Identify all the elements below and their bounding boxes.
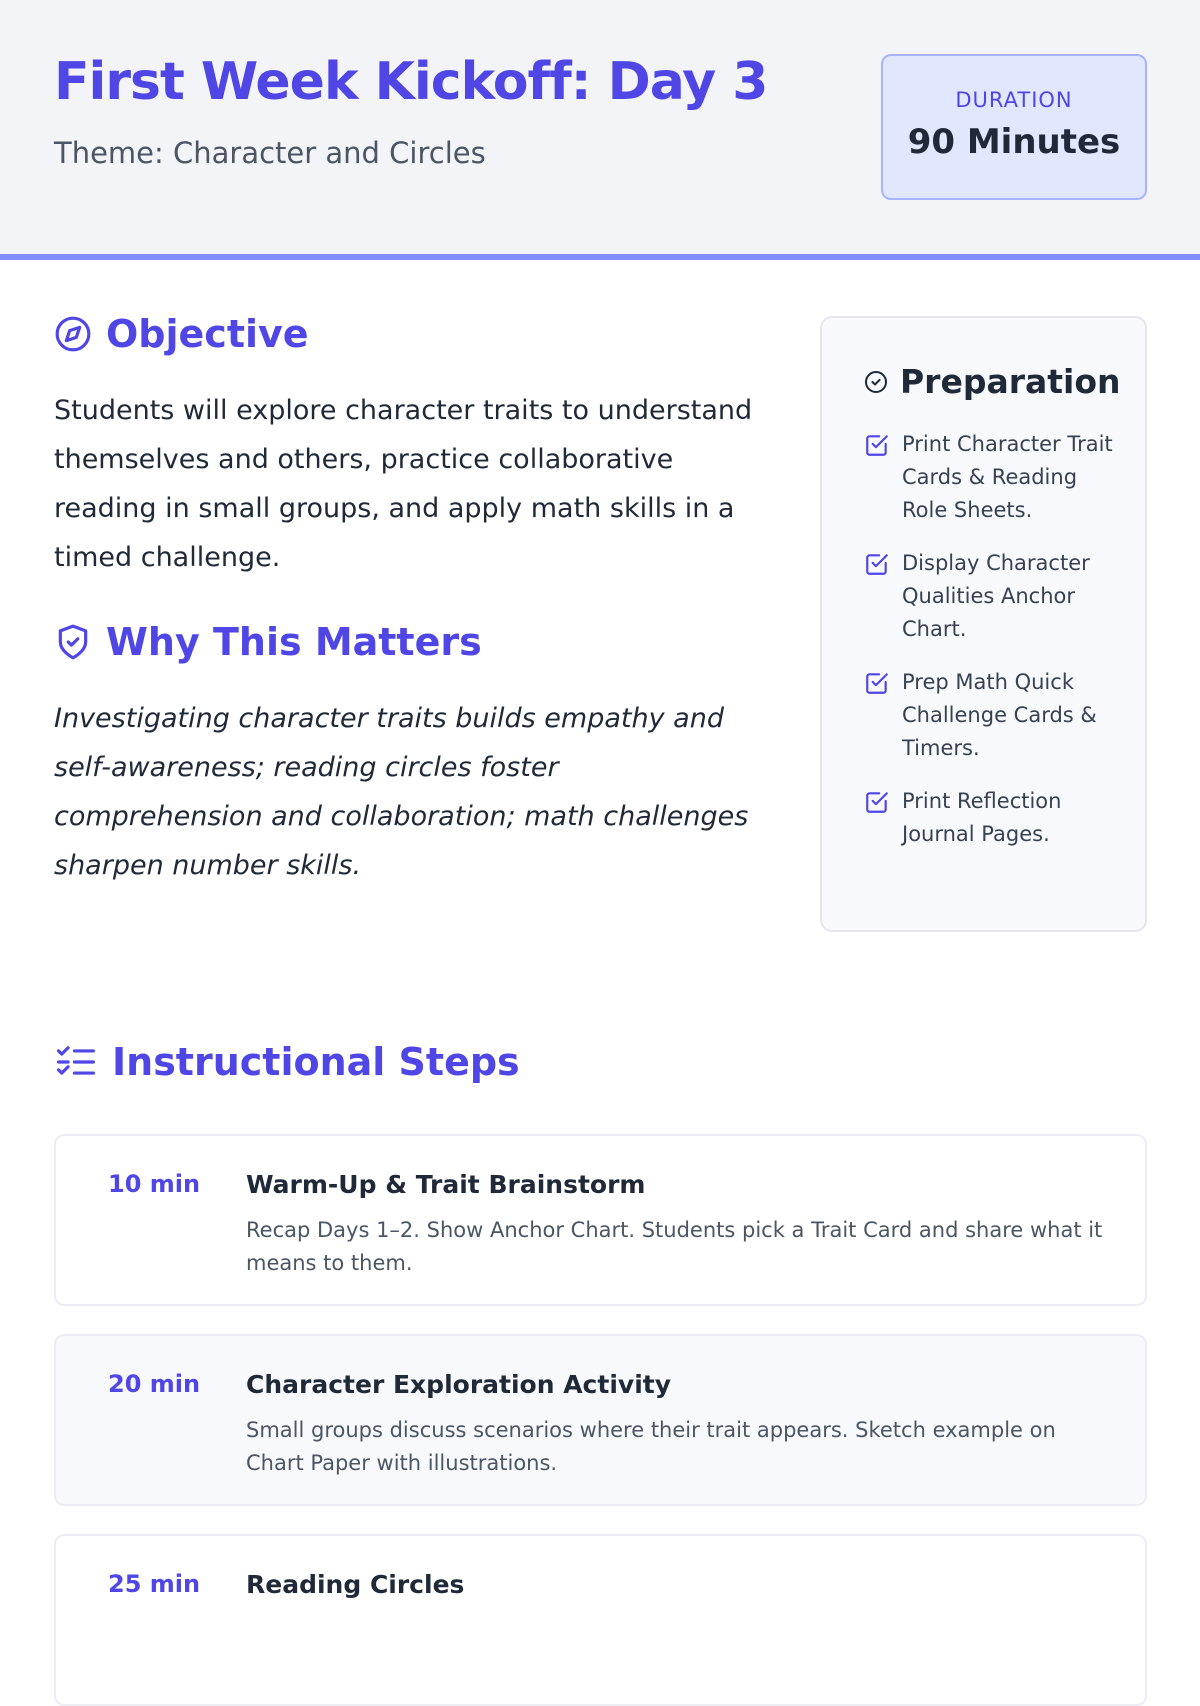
duration-card: [881, 54, 1147, 200]
step-time: 25 min: [108, 1570, 201, 1598]
step-title: Reading Circles: [246, 1570, 465, 1599]
prep-item-text: Print Reflection Journal Pages.: [902, 789, 1062, 846]
step-title: Character Exploration Activity: [246, 1370, 672, 1399]
shield-check-icon: [54, 623, 92, 661]
why-heading-label: Why This Matters: [106, 620, 482, 664]
prep-item: [864, 428, 1114, 527]
prep-item-text: Prep Math Quick Challenge Cards & Timers.: [902, 670, 1097, 760]
prep-item: [864, 785, 1114, 851]
step-description: Small groups discuss scenarios where their trait appears. Sketch example on Chart Paper with illustrations.: [246, 1418, 1056, 1475]
checkbox-icon: [864, 789, 890, 815]
page-title: First Week Kickoff: Day 3: [54, 52, 768, 112]
step-description: Recap Days 1–2. Show Anchor Chart. Students pick a Trait Card and share what it means to them.: [246, 1218, 1103, 1275]
step-time: 10 min: [108, 1170, 201, 1198]
objective-heading-label: Objective: [106, 312, 309, 356]
step-card: [54, 1334, 1147, 1506]
preparation-card: [820, 316, 1147, 932]
duration-label: DURATION: [955, 88, 1073, 112]
prep-item-text: Print Character Trait Cards & Reading Role Sheets.: [902, 432, 1113, 522]
why-heading: [54, 620, 482, 664]
preparation-heading: [864, 362, 1121, 401]
duration-value: 90 Minutes: [907, 122, 1121, 162]
step-card: [54, 1134, 1147, 1306]
checkbox-icon: [864, 551, 890, 577]
check-circle-icon: [864, 370, 888, 394]
preparation-heading-label: Preparation: [900, 362, 1121, 401]
steps-heading-label: Instructional Steps: [112, 1040, 520, 1084]
page-header: [0, 0, 1200, 260]
compass-icon: [54, 315, 92, 353]
prep-item-text: Display Character Qualities Anchor Chart.: [902, 551, 1090, 641]
objective-text: Students will explore character traits to understand themselves and others, practice collaborative reading in small groups, and apply math skills in a timed challenge.: [54, 395, 753, 573]
checkbox-icon: [864, 432, 890, 458]
list-checks-icon: [54, 1043, 98, 1081]
step-card: [54, 1534, 1147, 1706]
page-subtitle: Theme: Character and Circles: [54, 136, 486, 170]
prep-item: [864, 547, 1114, 646]
steps-heading: [54, 1040, 520, 1084]
prep-item: [864, 666, 1114, 765]
step-time: 20 min: [108, 1370, 201, 1398]
why-text: Investigating character traits builds empathy and self-awareness; reading circles foster comprehension and collaboration; math challenges sharpen number skills.: [54, 703, 749, 881]
objective-heading: [54, 312, 309, 356]
checkbox-icon: [864, 670, 890, 696]
step-title: Warm-Up & Trait Brainstorm: [246, 1170, 646, 1199]
preparation-list: [864, 428, 1114, 871]
